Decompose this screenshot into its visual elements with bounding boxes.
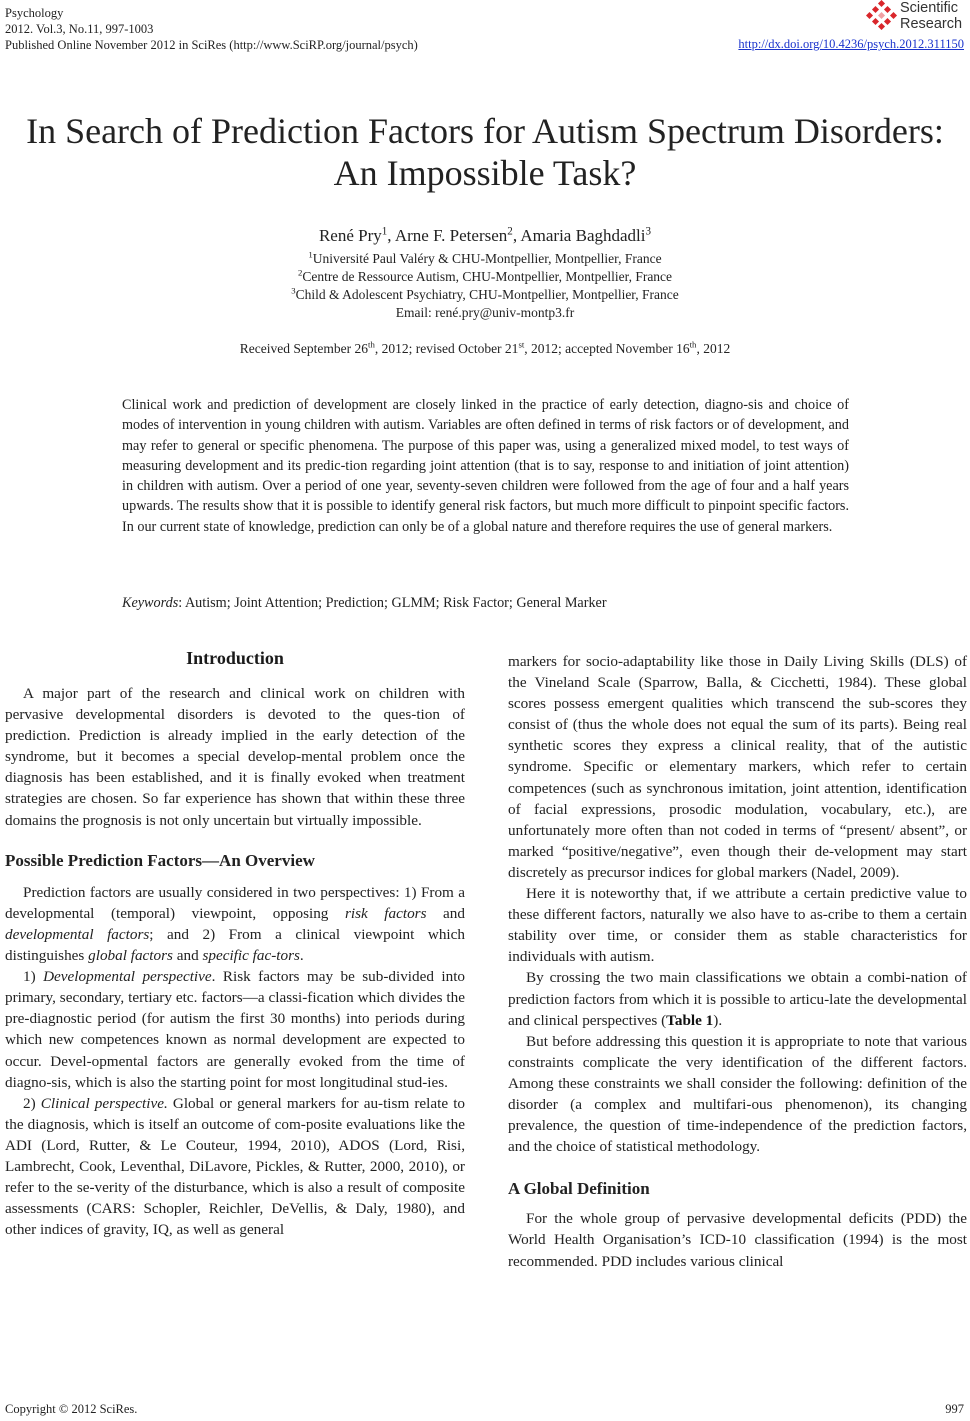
author-list: René Pry$^1$, Arne F. Petersen$^2$, Amaria Baghdadli$^3$ [318,225,652,245]
paragraph: Prediction factors are usually considered in two perspectives: 1) From a developmental (temporal) viewpoint, opposing risk factors and developmental factors; and 2) From a clinical viewpoint which distinguishes global factors and specific fac-tors. [5,883,465,965]
paragraph: For the whole group of pervasive developmental deficits (PDD) the World Health Organisation’s ICD-10 classification (1994) is the most recommended. PDD includes various clinical [508,1210,967,1270]
received-dates: Received September 26th, 2012; revised October 21st, 2012; accepted November 16th, 2012 [239,339,731,356]
affiliation: $^1$Université Paul Valéry & CHU-Montpellier, Montpellier, France [308,249,662,266]
keywords [122,595,607,612]
paragraph: By crossing the two main classifications we obtain a combi-nation of prediction factors from which it is possible to articu-late the developmental and clinical perspectives (Table 1). [508,969,967,1029]
logo-diamond-icon [866,0,898,30]
publication-info: Published Online November 2012 in SciRes (http://www.SciRP.org/journal/psych) [5,38,418,52]
right-column [508,651,967,1272]
keywords-label: Keywords [122,595,179,611]
heading-prediction-factors: Possible Prediction Factors—An Overview [5,850,315,870]
left-column [5,683,465,1240]
table-reference[interactable]: Table 1 [666,1011,714,1029]
paragraph: Here it is noteworthy that, if we attribute a certain predictive value to these different factors, naturally we also have to as-cribe to them a certain stability over time, or consider them as stable characteristics for individuals with autism. [508,885,967,966]
heading-global-definition: A Global Definition [508,1179,650,1199]
paragraph: 1) Developmental perspective. Risk factors may be sub-divided into primary, secondary, tertiary etc. factors—a classi-fication which divides the pre-diagnostic period (for autism the first 30 months) into periods during which new competences known as normal development are expected to occur. Devel-opmental factors are generally evoked from the time of diagno-sis, which is also the starting point for most longitudinal stud-ies. [5,968,466,1091]
keywords-text: : Autism; Joint Attention; Prediction; GLMM; Risk Factor; General Marker [178,595,607,611]
title-line-1: In Search of Prediction Factors for Autism Spectrum Disorders: [26,111,944,151]
title-line-2: An Impossible Task? [333,153,637,193]
author-name: Amaria Baghdadli [520,226,646,245]
paragraph: 2) Clinical perspective. Global or general markers for au-tism relate to the diagnosis, which is itself an outcome of com-posite evaluations like the ADI (Lord, Rutter, & Le Couteur, 1994, 2010), ADOS (Lord, Risi, Lambrecht, Cook, Leventhal, DiLavore, Pickles, & Rutter, 2000, 2010), or refer to the se-verity of the disturbance, which is also a result of composite assessments (CARS: Schopler, Reichler, DeVellis, & Daly, 1980), and other indices of gravity, IQ, as well as general [5,1094,466,1239]
author-name: René Pry [318,226,382,245]
paragraph: A major part of the research and clinical work on children with pervasive developmental disorders is devoted to the ques-tion of prediction. Prediction is already implied in the early detection of the syndrome, but it becomes a special develop-mental problem once the diagnosis has been established, and it is finally evoked when treatment strategies are chosen. So far experience has shown that within these three domains the prognosis is not only uncertain but virtually impossible. [5,685,465,829]
logo-wordmark: Scientific Research [900,0,963,32]
abstract: Clinical work and prediction of development are closely linked in the practice of early detection, diagno-sis and choice of modes of intervention in young children with autism. Variables are often defined in terms of risk factors or of development, and may refer to general or specific phenomena. The purpose of this paper was, using a generalized mixed model, to test ways of measuring development and its predic-tion regarding joint attention (that is to say, response to and initiation of joint attention) in children with autism. Over a period of one year, seventy-seven children were followed from the age of four and a half years upwards. The results show that it is possible to identify general risk factors, but much more difficult to pinpoint specific factors. In our current state of knowledge, prediction can only be of a global nature and therefore requires the use of general markers. [122,397,849,535]
paragraph: But before addressing this question it is appropriate to note that various constraints complicate the very identification of the different factors. Among these constraints we shall consider the following: definition of the disorder (a complex and multifari-ous phenomenon), its changing prevalence, the question of time-independence of the prediction factors, and the choice of statistical methodology. [508,1032,967,1156]
journal-name: Psychology [5,6,64,20]
author-name: Arne F. Petersen [394,226,508,245]
journal-volume: 2012. Vol.3, No.11, 997-1003 [5,22,154,36]
heading-introduction: Introduction [186,648,284,668]
publisher-logo [866,0,966,34]
page-number: 997 [945,1402,964,1416]
paper-title [0,110,970,194]
author-email: Email: rené.pry@univ-montp3.fr [395,305,575,320]
running-header [5,5,418,53]
footer-copyright: Copyright © 2012 SciRes. [5,1402,138,1416]
affiliation: $^2$Centre de Ressource Autism, CHU-Montpellier, Montpellier, France [297,267,673,284]
paragraph: markers for socio-adaptability like those in Daily Living Skills (DLS) of the Vineland Scale (Sparrow, Balla, & Cicchetti, 1984). These global scores possess emergent qualities which transcend the sub-scores they consist of (thus the whole does not equal the sum of its parts). Being real synthetic scores they express a clinical reality, that of the autistic syndrome. Specific or elementary markers, which refer to certain competences (such as synchronous imitation, joint attention, identification of facial expressions, prosodic modulation, vocabulary, etc.), are unfortunately more often than not coded in terms of “present/ absent”, or marked “positive/negative”, even though their de-velopment may start discretely as precursor indices for global markers (Nadel, 2009). [508,653,967,881]
affiliation: $^3$Child & Adolescent Psychiatry, CHU-Montpellier, Montpellier, France [291,285,679,302]
doi-link[interactable]: http://dx.doi.org/10.4236/psych.2012.311150 [738,37,964,51]
